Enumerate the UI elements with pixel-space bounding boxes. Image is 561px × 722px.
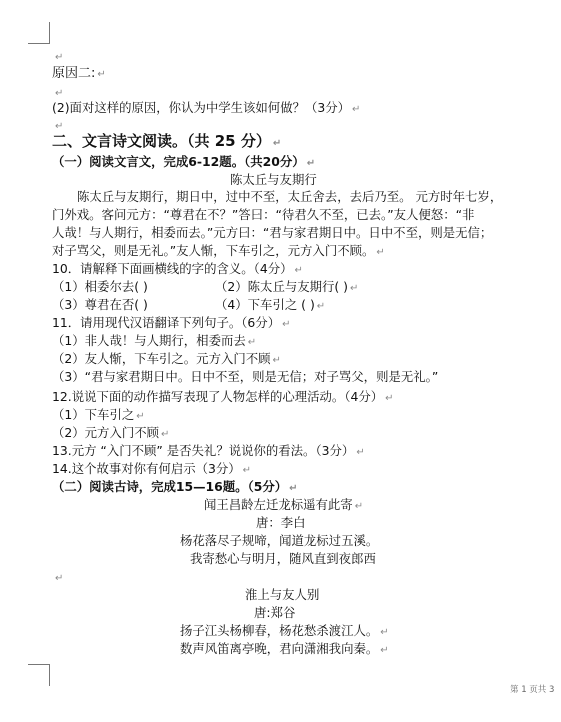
- crop-mark-bottom-horizontal: [28, 664, 50, 665]
- story-title: 陈太丘与友期行: [230, 172, 317, 187]
- paragraph-mark: ↵: [55, 88, 64, 99]
- paragraph-mark: ↵: [55, 121, 64, 132]
- question-10-item-1: （1）相委尔去( ): [52, 279, 148, 294]
- story-paragraph-line-1: 陈太丘与友期行，期日中，过中不至，太丘舍去，去后乃至。 元方时年七岁，: [77, 189, 503, 204]
- poem-1-author: 唐：李白: [256, 515, 306, 530]
- question-14: 14.这个故事对你有何启示（3分） ↵: [52, 461, 252, 476]
- page-number-footer: 第 1 页共 3: [510, 685, 555, 695]
- poem-2-line-1: 扬子江头杨柳春，杨花愁杀渡江人。 ↵: [180, 623, 389, 638]
- question-12-item-2: （2）元方入门不顾 ↵: [52, 425, 170, 440]
- part-2-title: （二）阅读古诗，完成15—16题。（5分） ↵: [52, 479, 298, 494]
- question-11-item-3: （3）“君与家君期日中。日中不至，则是无信；对子骂父，则是无礼。”: [52, 369, 439, 384]
- story-paragraph-line-3: 人哉！与人期行，相委而去。”元方曰：“君与家君期日中。日中不至，则是无信；: [52, 225, 493, 240]
- question-12: 12.说说下面的动作描写表现了人物怎样的心理活动。（4分） ↵: [52, 389, 394, 404]
- part-1-title: （一）阅读文言文，完成6-12题。（共20分） ↵: [52, 154, 316, 169]
- poem-1-line-1: 杨花落尽子规啼，闻道龙标过五溪。: [180, 533, 379, 548]
- question-11-item-1: （1）非人哉！与人期行，相委而去 ↵: [52, 333, 257, 348]
- poem-1-line-2: 我寄愁心与明月，随风直到夜郎西: [190, 551, 376, 566]
- question-10: 10．请解释下面画横线的字的含义。（4分） ↵: [52, 261, 303, 276]
- paragraph-mark: ↵: [55, 52, 64, 63]
- question-2: (2)面对这样的原因，你认为中学生该如何做？（3分） ↵: [52, 100, 361, 115]
- poem-2-author: 唐:郑谷: [254, 605, 296, 620]
- question-11-item-2: （2）友人惭，下车引之。元方入门不顾 ↵: [52, 351, 281, 366]
- poem-2-title: 淮上与友人别: [245, 587, 320, 602]
- poem-2-line-2: 数声风笛离亭晚，君向潇湘我向秦。 ↵: [180, 641, 389, 656]
- question-10-item-2: （2）陈太丘与友期行( ) ↵: [215, 279, 359, 294]
- story-paragraph-line-2: 门外戏。客问元方：“尊君在不？”答曰：“待君久不至，已去。”友人便怒：“非: [52, 207, 475, 222]
- reason-two-label: 原因二: ↵: [52, 66, 106, 81]
- paragraph-mark: ↵: [55, 573, 64, 584]
- story-paragraph-line-4: 对子骂父，则是无礼。”友人惭，下车引之，元方入门不顾。 ↵: [52, 243, 385, 258]
- crop-mark-top-vertical: [49, 22, 50, 44]
- question-11: 11．请用现代汉语翻译下列句子。（6分） ↵: [52, 315, 291, 330]
- question-10-item-4: （4）下车引之 ( ) ↵: [215, 297, 326, 312]
- poem-1-title: 闻王昌龄左迁龙标遥有此寄 ↵: [204, 497, 364, 512]
- question-12-item-1: （1）下车引之 ↵: [52, 407, 145, 422]
- crop-mark-top-horizontal: [28, 43, 50, 44]
- question-13: 13.元方 “入门不顾” 是否失礼？说说你的看法。（3分） ↵: [52, 443, 365, 458]
- question-10-item-3: （3）尊君在否( ): [52, 297, 148, 312]
- crop-mark-bottom-vertical: [49, 664, 50, 686]
- section-2-title: 二、文言诗文阅读。（共 25 分） ↵: [52, 132, 282, 150]
